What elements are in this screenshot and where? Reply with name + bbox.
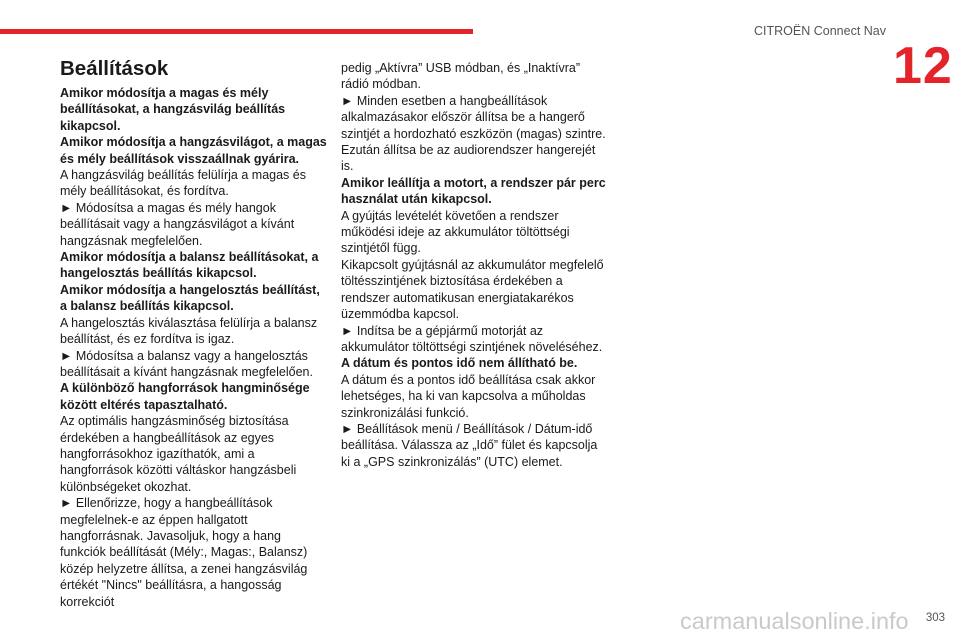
paragraph: Amikor módosítja a magas és mély beállításokat, a hangzásvilág beállítás kikapcsol. (60, 86, 286, 133)
paragraph: Amikor módosítja a hangzásvilágot, a magas és mély beállítások visszaállnak gyárira. (60, 135, 327, 166)
left-column (60, 56, 328, 610)
paragraph: ► Minden esetben a hangbeállítások alkalmazásakor először állítsa be a hangerő szintjét a hordozható eszközön (magas) szintre. Ezután állítsa be az audiorendszer hangerejét is. (341, 93, 606, 174)
red-header-bar (0, 29, 473, 34)
paragraph: A dátum és a pontos idő beállítása csak akkor lehetséges, ha ki van kapcsolva a műholdas szinkronizálási funkció. (341, 372, 596, 420)
right-column (341, 60, 609, 470)
paragraph: Amikor módosítja a hangelosztás beállítást, a balansz beállítás kikapcsol. (60, 282, 320, 314)
paragraph: Kikapcsolt gyújtásnál az akkumulátor megfelelő töltésszintjének biztosítása érdekében a rendszer automatikusan energiatakarékos üzemmódba kapcsol. (341, 257, 604, 322)
paragraph: Az optimális hangzásminőség biztosítása érdekében a hangbeállítások az egyes hangforrásokhoz igazíthatók, ami a hangforrások közötti váltáskor hangzásbeli különbségeket okozhat. (60, 414, 297, 494)
chapter-number: 12 (893, 37, 953, 95)
page-title: Beállítások (60, 57, 169, 80)
paragraph: ► Módosítsa a magas és mély hangok beállításait vagy a hangzásvilágot a kívánt hangzásnak megfelelően. (60, 200, 295, 248)
paragraph: ► Indítsa be a gépjármű motorját az akkumulátor töltöttségi szintjének növeléséhez. (341, 323, 603, 354)
paragraph: A hangzásvilág beállítás felülírja a magas és mély beállításokat, és fordítva. (60, 168, 306, 199)
paragraph: Amikor módosítja a balansz beállításokat, a hangelosztás beállítás kikapcsol. (60, 250, 319, 281)
paragraph: ► Beállítások menü / Beállítások / Dátum-idő beállítása. Válassza az „Idő” fület és kapcsolja ki a „GPS szinkronizálás” (UTC) elemet. (341, 421, 598, 469)
paragraph: A hangelosztás kiválasztása felülírja a balansz beállítást, és ez fordítva is igaz. (60, 315, 318, 347)
paragraph: Amikor leállítja a motort, a rendszer pár perc használat után kikapcsol. (341, 175, 606, 207)
page-number: 303 (925, 612, 945, 624)
paragraph: ► Ellenőrizze, hogy a hangbeállítások megfelelnek-e az éppen hallgatott hangforrásnak. Javasoljuk, hogy a hang funkciók beállítását (Mély:, Magas:, Balansz) közép helyzetre állítsa, a zenei hangzásvilág értékét "Nincs" beállításra, a hangosság korrekciót (60, 496, 308, 609)
paragraph: A különböző hangforrások hangminősége között eltérés tapasztalható. (60, 381, 310, 412)
watermark: carmanualsonline.info (680, 608, 909, 634)
paragraph: A gyújtás levételét követően a rendszer működési ideje az akkumulátor töltöttségi szintjétől függ. (341, 208, 570, 256)
paragraph: A dátum és pontos idő nem állítható be. (341, 356, 578, 371)
paragraph: ► Módosítsa a balansz vagy a hangelosztás beállításait a kívánt hangzásnak megfelelően. (60, 348, 313, 379)
section-title: CITROËN Connect Nav (754, 24, 886, 38)
paragraph: pedig „Aktívra” USB módban, és „Inaktívra” rádió módban. (341, 61, 580, 92)
